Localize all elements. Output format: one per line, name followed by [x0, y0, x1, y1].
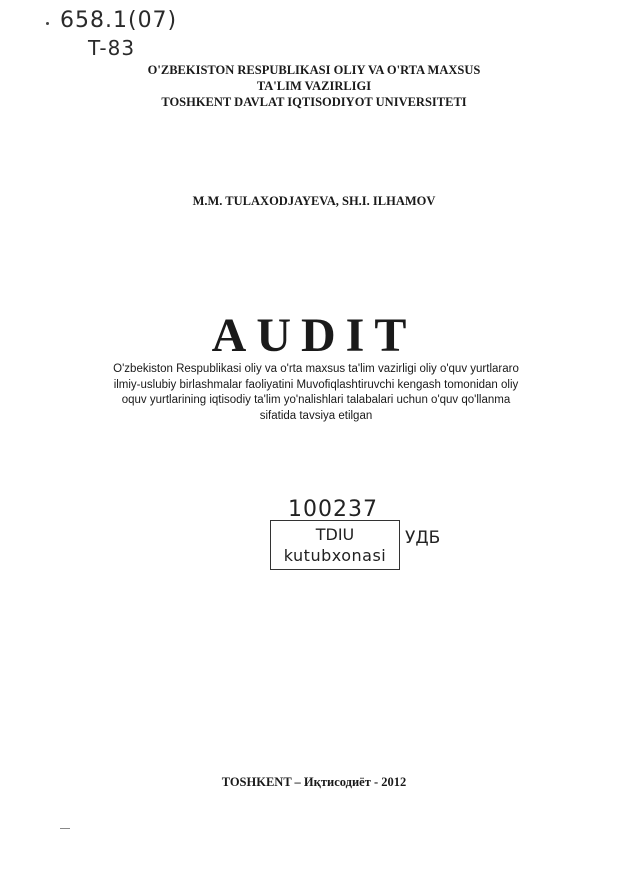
library-stamp [270, 520, 400, 570]
stamp-line-2: kutubxonasi [283, 546, 387, 565]
stamp-line-1: TDIU [315, 525, 355, 544]
handwritten-classification: 658.1(07) [60, 8, 178, 33]
description-line-3: oquv yurtlarining iqtisodiy ta'lim yo'nalishlari talabalari uchun o'quv qo'llanma [121, 394, 511, 406]
book-title: AUDIT [211, 309, 417, 362]
header-line-3: TOSHKENT DAVLAT IQTISODIYOT UNIVERSITETI [161, 95, 467, 109]
authors: M.M. TULAXODJAYEVA, SH.I. ILHAMOV [192, 194, 436, 208]
handwritten-code: T-83 [88, 36, 136, 60]
scan-mark [60, 828, 70, 829]
description-line-2: ilmiy-uslubiy birlashmalar faoliyatini Muvofiqlashtiruvchi kengash tomonidan oliy [113, 378, 519, 391]
header-line-1: O'ZBEKISTON RESPUBLIKASI OLIY VA O'RTA MAXSUS [147, 63, 481, 77]
description [110, 362, 522, 424]
header-line-2: TA'LIM VAZIRLIGI [256, 79, 372, 93]
inventory-number: 100237 [288, 497, 378, 522]
stamp-side-note: УДБ [405, 528, 441, 548]
description-line-4: sifatida tavsiya etilgan [259, 409, 373, 422]
description-line-1: O'zbekiston Respublikasi oliy va o'rta maxsus ta'lim vazirligi oliy o'quv yurtlararo [113, 363, 519, 375]
institution-header [0, 62, 628, 110]
scan-speck [46, 22, 49, 25]
publication-footer: TOSHKENT – Иқтисодиёт - 2012 [221, 775, 407, 789]
